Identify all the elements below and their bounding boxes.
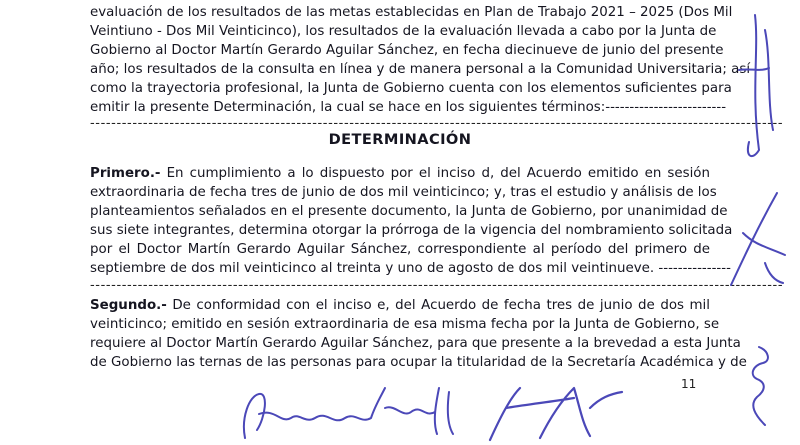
page-number: 11 <box>681 377 697 391</box>
primero-line-4: sus siete integrantes, determina otorgar la prórroga de la vigencia del nombramiento solicitada <box>90 223 733 238</box>
primero-line-3: planteamientos señalados en el presente documento, la Junta de Gobierno, por unanimidad de <box>90 204 728 219</box>
segundo-text-1: De conformidad con el inciso e, del Acuerdo de fecha tres de junio de dos mil <box>166 298 710 313</box>
segundo-line-3: requiere al Doctor Martín Gerardo Aguilar Sánchez, para que presente a la brevedad a esta Junta <box>90 336 741 351</box>
primero-text-1: En cumplimiento a lo dispuesto por el inciso d, del Acuerdo emitido en sesión <box>160 166 710 181</box>
section-heading: DETERMINACIÓN <box>328 131 472 148</box>
intro-line-5: como la trayectoria profesional, la Junta de Gobierno cuenta con los elementos suficientes para <box>90 81 732 96</box>
margin-signature-middle <box>725 185 795 295</box>
intro-line-6: emitir la presente Determinación, la cual se hace en los siguientes términos:------------------------- <box>90 100 727 115</box>
primero-line-2: extraordinaria de fecha tres de junio de dos mil veinticinco; y, tras el estudio y análisis de los <box>90 185 717 200</box>
segundo-line-4: de Gobierno las ternas de las personas para ocupar la titularidad de la Secretaría Académica y de <box>90 355 747 370</box>
segundo-line-2: veinticinco; emitido en sesión extraordinaria de esa misma fecha por la Junta de Gobierno, se <box>90 317 720 332</box>
segundo-line-1 <box>90 296 710 315</box>
primero-line-6: septiembre de dos mil veinticinco al treinta y uno de agosto de dos mil veintinueve. --------------- <box>90 261 731 276</box>
primero-line-1 <box>90 164 710 183</box>
intro-line-4: año; los resultados de la consulta en línea y de manera personal a la Comunidad Universitaria; así <box>90 62 751 77</box>
bottom-signature-left <box>235 378 475 445</box>
intro-line-1: evaluación de los resultados de las metas establecidas en Plan de Trabajo 2021 – 2025 (Dos Mil <box>90 5 733 20</box>
segundo-lead: Segundo.- <box>90 298 167 313</box>
intro-line-2: Veintiuno - Dos Mil Veinticinco), los resultados de la evaluación llevada a cabo por la Junta de <box>90 24 717 39</box>
dashed-rule-2: ----------------------------------------------------------------------------------------------------------------------------------- <box>90 278 784 293</box>
intro-line-3: Gobierno al Doctor Martín Gerardo Aguilar Sánchez, en fecha diecinueve de junio del presente <box>90 43 724 58</box>
primero-lead: Primero.- <box>90 166 161 181</box>
margin-signature-top <box>725 10 780 170</box>
dashed-rule: ----------------------------------------------------------------------------------------------------------------------------------- <box>90 116 784 131</box>
margin-signature-bottom <box>735 335 780 435</box>
primero-line-5: por el Doctor Martín Gerardo Aguilar Sánchez, correspondiente al período del primero de <box>90 242 710 257</box>
bottom-signature-right <box>470 378 640 445</box>
